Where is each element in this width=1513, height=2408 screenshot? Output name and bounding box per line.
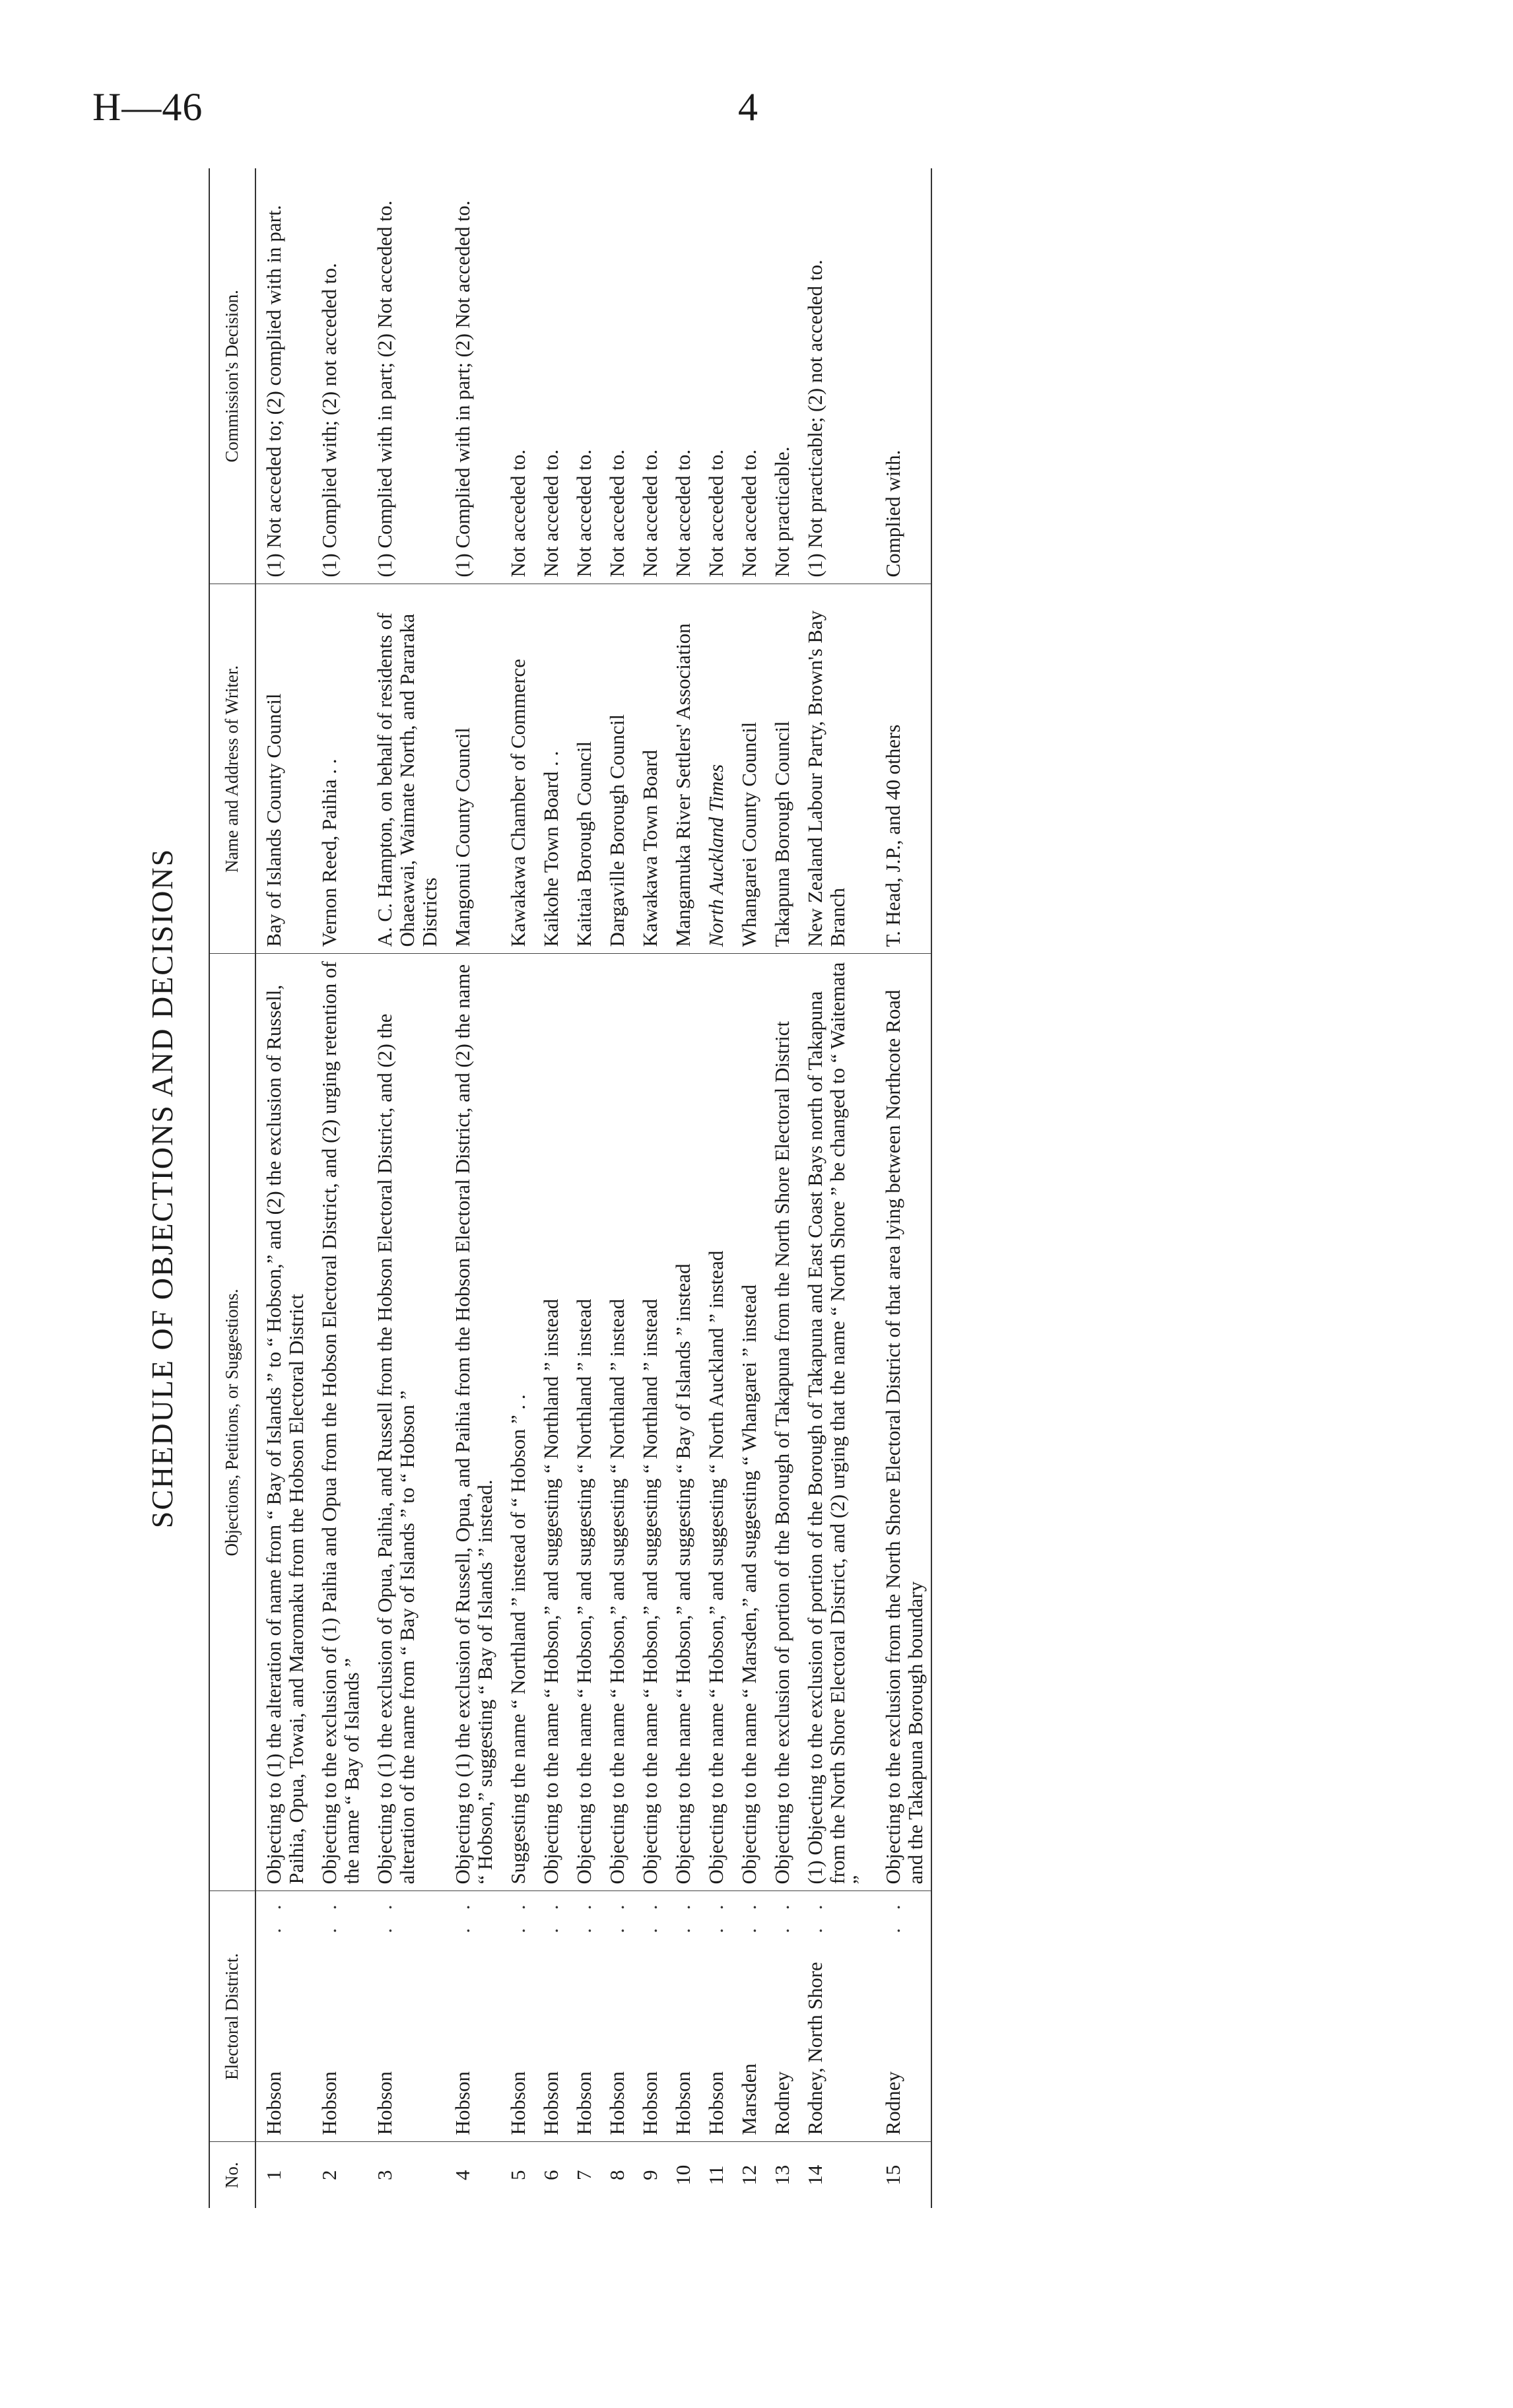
row-number: 15 — [875, 2142, 931, 2208]
commission-decision: Not acceded to. — [566, 168, 599, 584]
objection-text: Objecting to the name “ Hobson,” and suggesting “ North Auckland ” instead — [698, 954, 731, 1891]
leader-dots: . . — [451, 1898, 474, 1933]
column-header-no: No. — [209, 2142, 255, 2208]
writer-name: Kaitaia Borough Council — [566, 584, 599, 954]
objection-text: Objecting to the name “ Hobson,” and suggesting “ Bay of Islands ” instead — [665, 954, 698, 1891]
leader-dots: . . — [572, 1898, 595, 1933]
objection-text: Objecting to the exclusion from the North Shore Electoral District of that area lying between Northcote Road and the Takapuna Borough boundary — [875, 954, 931, 1891]
writer-name: A. C. Hampton, on behalf of residents of Ohaeawai, Waimate North, and Pararaka Districts — [367, 584, 445, 954]
writer-name: Kawakawa Town Board — [632, 584, 665, 954]
writer-name: Takapuna Borough Council — [764, 584, 797, 954]
leader-dots: . . — [881, 1898, 904, 1933]
rotated-schedule — [143, 149, 1370, 2228]
commission-decision: (1) Complied with in part; (2) Not acceded to. — [367, 168, 445, 584]
table-row — [312, 168, 367, 2208]
electoral-district: Hobson — [451, 2071, 474, 2135]
writer-name: Mangonui County Council — [445, 584, 500, 954]
commission-decision: Not acceded to. — [698, 168, 731, 584]
leader-dots: . . — [671, 1898, 694, 1933]
electoral-district-cell — [445, 1891, 500, 2142]
column-header-district: Electoral District. — [209, 1891, 255, 2142]
electoral-district-cell — [599, 1891, 632, 2142]
commission-decision: (1) Complied with in part; (2) Not acceded to. — [445, 168, 500, 584]
electoral-district-cell — [533, 1891, 566, 2142]
column-header-objection: Objections, Petitions, or Suggestions. — [209, 954, 255, 1891]
leader-dots: . . — [605, 1898, 628, 1933]
row-number: 6 — [539, 2170, 562, 2180]
commission-decision: (1) Not practicable; (2) not acceded to. — [797, 168, 875, 584]
writer-name: Bay of Islands County Council — [255, 584, 312, 954]
writer-name: T. Head, J.P., and 40 others — [875, 584, 931, 954]
leader-dots: . . — [770, 1898, 793, 1933]
objection-text: Objecting to the name “ Hobson,” and suggesting “ Northland ” instead — [632, 954, 665, 1891]
electoral-district-cell — [797, 1891, 875, 2142]
leader-dots: . . — [803, 1898, 826, 1933]
page-number: 4 — [738, 85, 758, 129]
table-row — [632, 168, 665, 2208]
table-row — [764, 168, 797, 2208]
table-row — [367, 168, 445, 2208]
schedule-title: SCHEDULE OF OBJECTIONS AND DECISIONS — [145, 848, 179, 1529]
row-number: 14 — [803, 2164, 826, 2186]
electoral-district: Hobson — [373, 2071, 396, 2135]
writer-name: Whangarei County Council — [731, 584, 764, 954]
objection-text: Objecting to the name “ Hobson,” and suggesting “ Northland ” instead — [566, 954, 599, 1891]
commission-decision: Not acceded to. — [500, 168, 533, 584]
row-number: 9 — [638, 2170, 661, 2180]
electoral-district: Hobson — [318, 2071, 341, 2135]
electoral-district: Hobson — [539, 2071, 562, 2135]
electoral-district: Marsden — [737, 2063, 760, 2135]
schedule-body — [255, 168, 931, 2208]
table-row — [731, 168, 764, 2208]
electoral-district-cell — [731, 1891, 764, 2142]
row-number: 8 — [605, 2170, 628, 2180]
objection-text: Objecting to the exclusion of portion of the Borough of Takapuna from the North Shore Electoral District — [764, 954, 797, 1891]
objection-text: Objecting to the name “ Hobson,” and suggesting “ Northland ” instead — [599, 954, 632, 1891]
row-number: 2 — [318, 2170, 341, 2180]
row-number: 4 — [451, 2170, 474, 2180]
electoral-district-cell — [312, 1891, 367, 2142]
commission-decision: Not practicable. — [764, 168, 797, 584]
electoral-district-cell — [500, 1891, 533, 2142]
commission-decision: Not acceded to. — [599, 168, 632, 584]
leader-dots: . . — [638, 1898, 661, 1933]
table-row — [875, 168, 931, 2208]
commission-decision: Not acceded to. — [632, 168, 665, 584]
table-row — [566, 168, 599, 2208]
electoral-district-cell — [764, 1891, 797, 2142]
electoral-district: Hobson — [572, 2071, 595, 2135]
row-number: 1 — [262, 2170, 285, 2180]
objection-text: Objecting to (1) the alteration of name from “ Bay of Islands ” to “ Hobson,” and (2) the exclusion of Russell, Paihia, Opua, Towai, and Maromaku from the Hobson Electoral District — [255, 954, 312, 1891]
table-row — [533, 168, 566, 2208]
commission-decision: Not acceded to. — [533, 168, 566, 584]
electoral-district-cell — [875, 1891, 931, 2142]
electoral-district-cell — [665, 1891, 698, 2142]
commission-decision: Complied with. — [875, 168, 931, 584]
objection-text: (1) Objecting to the exclusion of portion of the Borough of Takapuna and East Coast Bays north of Takapuna from the North Shore Electoral District, and (2) urging that the name “ North Shore ” be changed to “ Waitemata ” — [797, 954, 875, 1891]
commission-decision: Not acceded to. — [731, 168, 764, 584]
table-row — [255, 168, 312, 2208]
commission-decision: Not acceded to. — [665, 168, 698, 584]
objection-text: Objecting to (1) the exclusion of Opua, Paihia, and Russell from the Hobson Electoral District, and (2) the alteration of the name from “ Bay of Islands ” to “ Hobson ” — [367, 954, 445, 1891]
leader-dots: . . — [506, 1898, 529, 1933]
electoral-district-cell — [566, 1891, 599, 2142]
writer-name: Dargaville Borough Council — [599, 584, 632, 954]
table-header-row — [209, 168, 255, 2208]
objection-text: Objecting to the name “ Marsden,” and suggesting “ Whangarei ” instead — [731, 954, 764, 1891]
writer-name: Vernon Reed, Paihia . . — [312, 584, 367, 954]
electoral-district-cell — [698, 1891, 731, 2142]
row-number: 5 — [506, 2170, 529, 2180]
electoral-district: Hobson — [605, 2071, 628, 2135]
table-row — [698, 168, 731, 2208]
leader-dots: . . — [737, 1898, 760, 1933]
table-row — [665, 168, 698, 2208]
electoral-district-cell — [255, 1891, 312, 2142]
table-row — [445, 168, 500, 2208]
leader-dots: . . — [373, 1898, 396, 1933]
row-number: 10 — [671, 2164, 694, 2186]
electoral-district-cell — [632, 1891, 665, 2142]
leader-dots: . . — [704, 1898, 727, 1933]
electoral-district: Hobson — [638, 2071, 661, 2135]
leader-dots: . . — [262, 1898, 285, 1933]
commission-decision: (1) Not acceded to; (2) complied with in part. — [255, 168, 312, 584]
objection-text: Objecting to the exclusion of (1) Paihia and Opua from the Hobson Electoral District, and (2) urging retention of the name “ Bay of Islands ” — [312, 954, 367, 1891]
table-row — [797, 168, 875, 2208]
writer-name: Mangamuka River Settlers' Association — [665, 584, 698, 954]
page-id: H—46 — [92, 85, 203, 129]
schedule-table — [209, 168, 932, 2208]
row-number: 12 — [737, 2164, 760, 2186]
electoral-district: Hobson — [506, 2071, 529, 2135]
writer-name: Kawakawa Chamber of Commerce — [500, 584, 533, 954]
objection-text: Objecting to (1) the exclusion of Russell, Opua, and Paihia from the Hobson Electoral District, and (2) the name “ Hobson,” suggesting “ Bay of Islands ” instead. — [445, 954, 500, 1891]
leader-dots: . . — [318, 1898, 341, 1933]
electoral-district: Rodney, North Shore — [803, 1962, 826, 2135]
table-row — [500, 168, 533, 2208]
row-number: 13 — [770, 2164, 793, 2186]
electoral-district: Rodney — [770, 2071, 793, 2135]
objection-text: Objecting to the name “ Hobson,” and suggesting “ Northland ” instead — [533, 954, 566, 1891]
row-number: 11 — [704, 2165, 727, 2186]
electoral-district: Hobson — [262, 2071, 285, 2135]
row-number: 7 — [572, 2170, 595, 2180]
commission-decision: (1) Complied with; (2) not acceded to. — [312, 168, 367, 584]
writer-name: North Auckland Times — [698, 584, 731, 954]
objection-text: Suggesting the name “ Northland ” instead of “ Hobson ” . . — [500, 954, 533, 1891]
electoral-district-cell — [367, 1891, 445, 2142]
table-row — [599, 168, 632, 2208]
row-number: 3 — [373, 2170, 396, 2180]
column-header-writer: Name and Address of Writer. — [209, 584, 255, 954]
column-header-decision: Commission's Decision. — [209, 168, 255, 584]
electoral-district: Hobson — [704, 2071, 727, 2135]
electoral-district: Hobson — [671, 2071, 694, 2135]
leader-dots: . . — [539, 1898, 562, 1933]
writer-name: Kaikohe Town Board . . — [533, 584, 566, 954]
electoral-district: Rodney — [881, 2071, 904, 2135]
writer-name: New Zealand Labour Party, Brown's Bay Branch — [797, 584, 875, 954]
